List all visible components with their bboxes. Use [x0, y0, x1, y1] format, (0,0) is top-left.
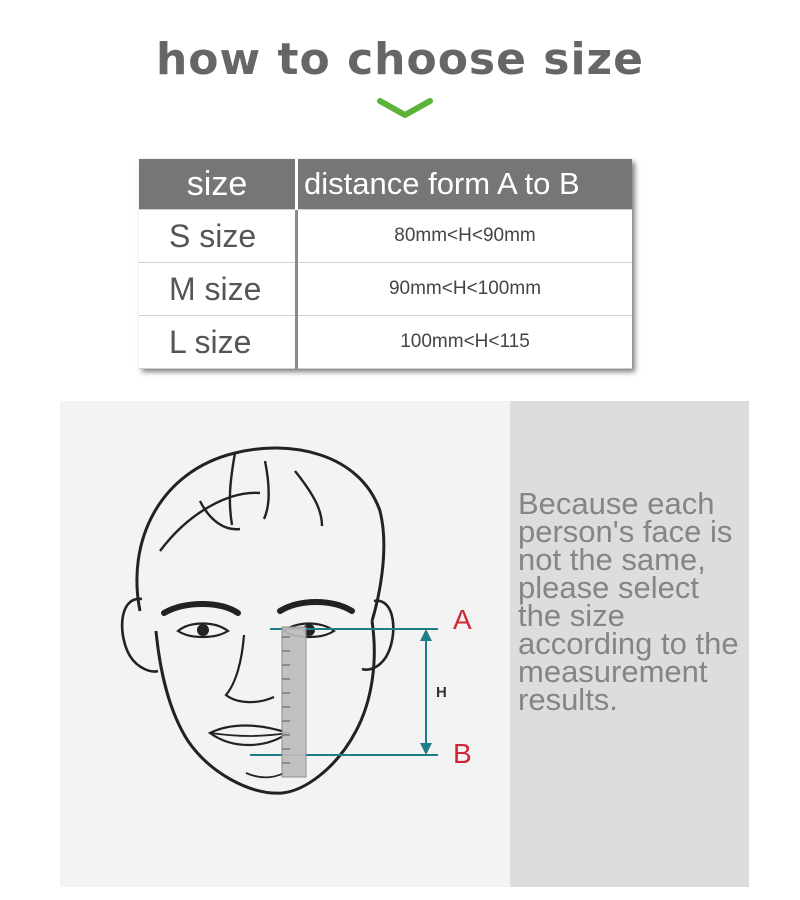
page-title: how to choose size	[155, 34, 645, 85]
size-cell: S size	[139, 210, 297, 263]
point-b-label: B	[453, 738, 472, 769]
table-row	[139, 263, 632, 316]
h-label: H	[436, 684, 447, 701]
table-header-row	[139, 159, 632, 210]
range-cell: 100mm<H<115	[297, 316, 633, 369]
chevron-down-icon	[377, 98, 433, 120]
size-table	[139, 159, 632, 369]
table-row	[139, 210, 632, 263]
size-cell: M size	[139, 263, 297, 316]
size-cell: L size	[139, 316, 297, 369]
header-distance: distance form A to B	[297, 159, 633, 210]
header-size: size	[139, 159, 297, 210]
description-text: Because each person's face is not the same, please select the size according to the measurement results.	[518, 486, 739, 717]
table-row	[139, 316, 632, 369]
range-cell: 80mm<H<90mm	[297, 210, 633, 263]
point-a-label: A	[453, 604, 472, 635]
face-illustration	[60, 401, 510, 887]
range-cell: 90mm<H<100mm	[297, 263, 633, 316]
